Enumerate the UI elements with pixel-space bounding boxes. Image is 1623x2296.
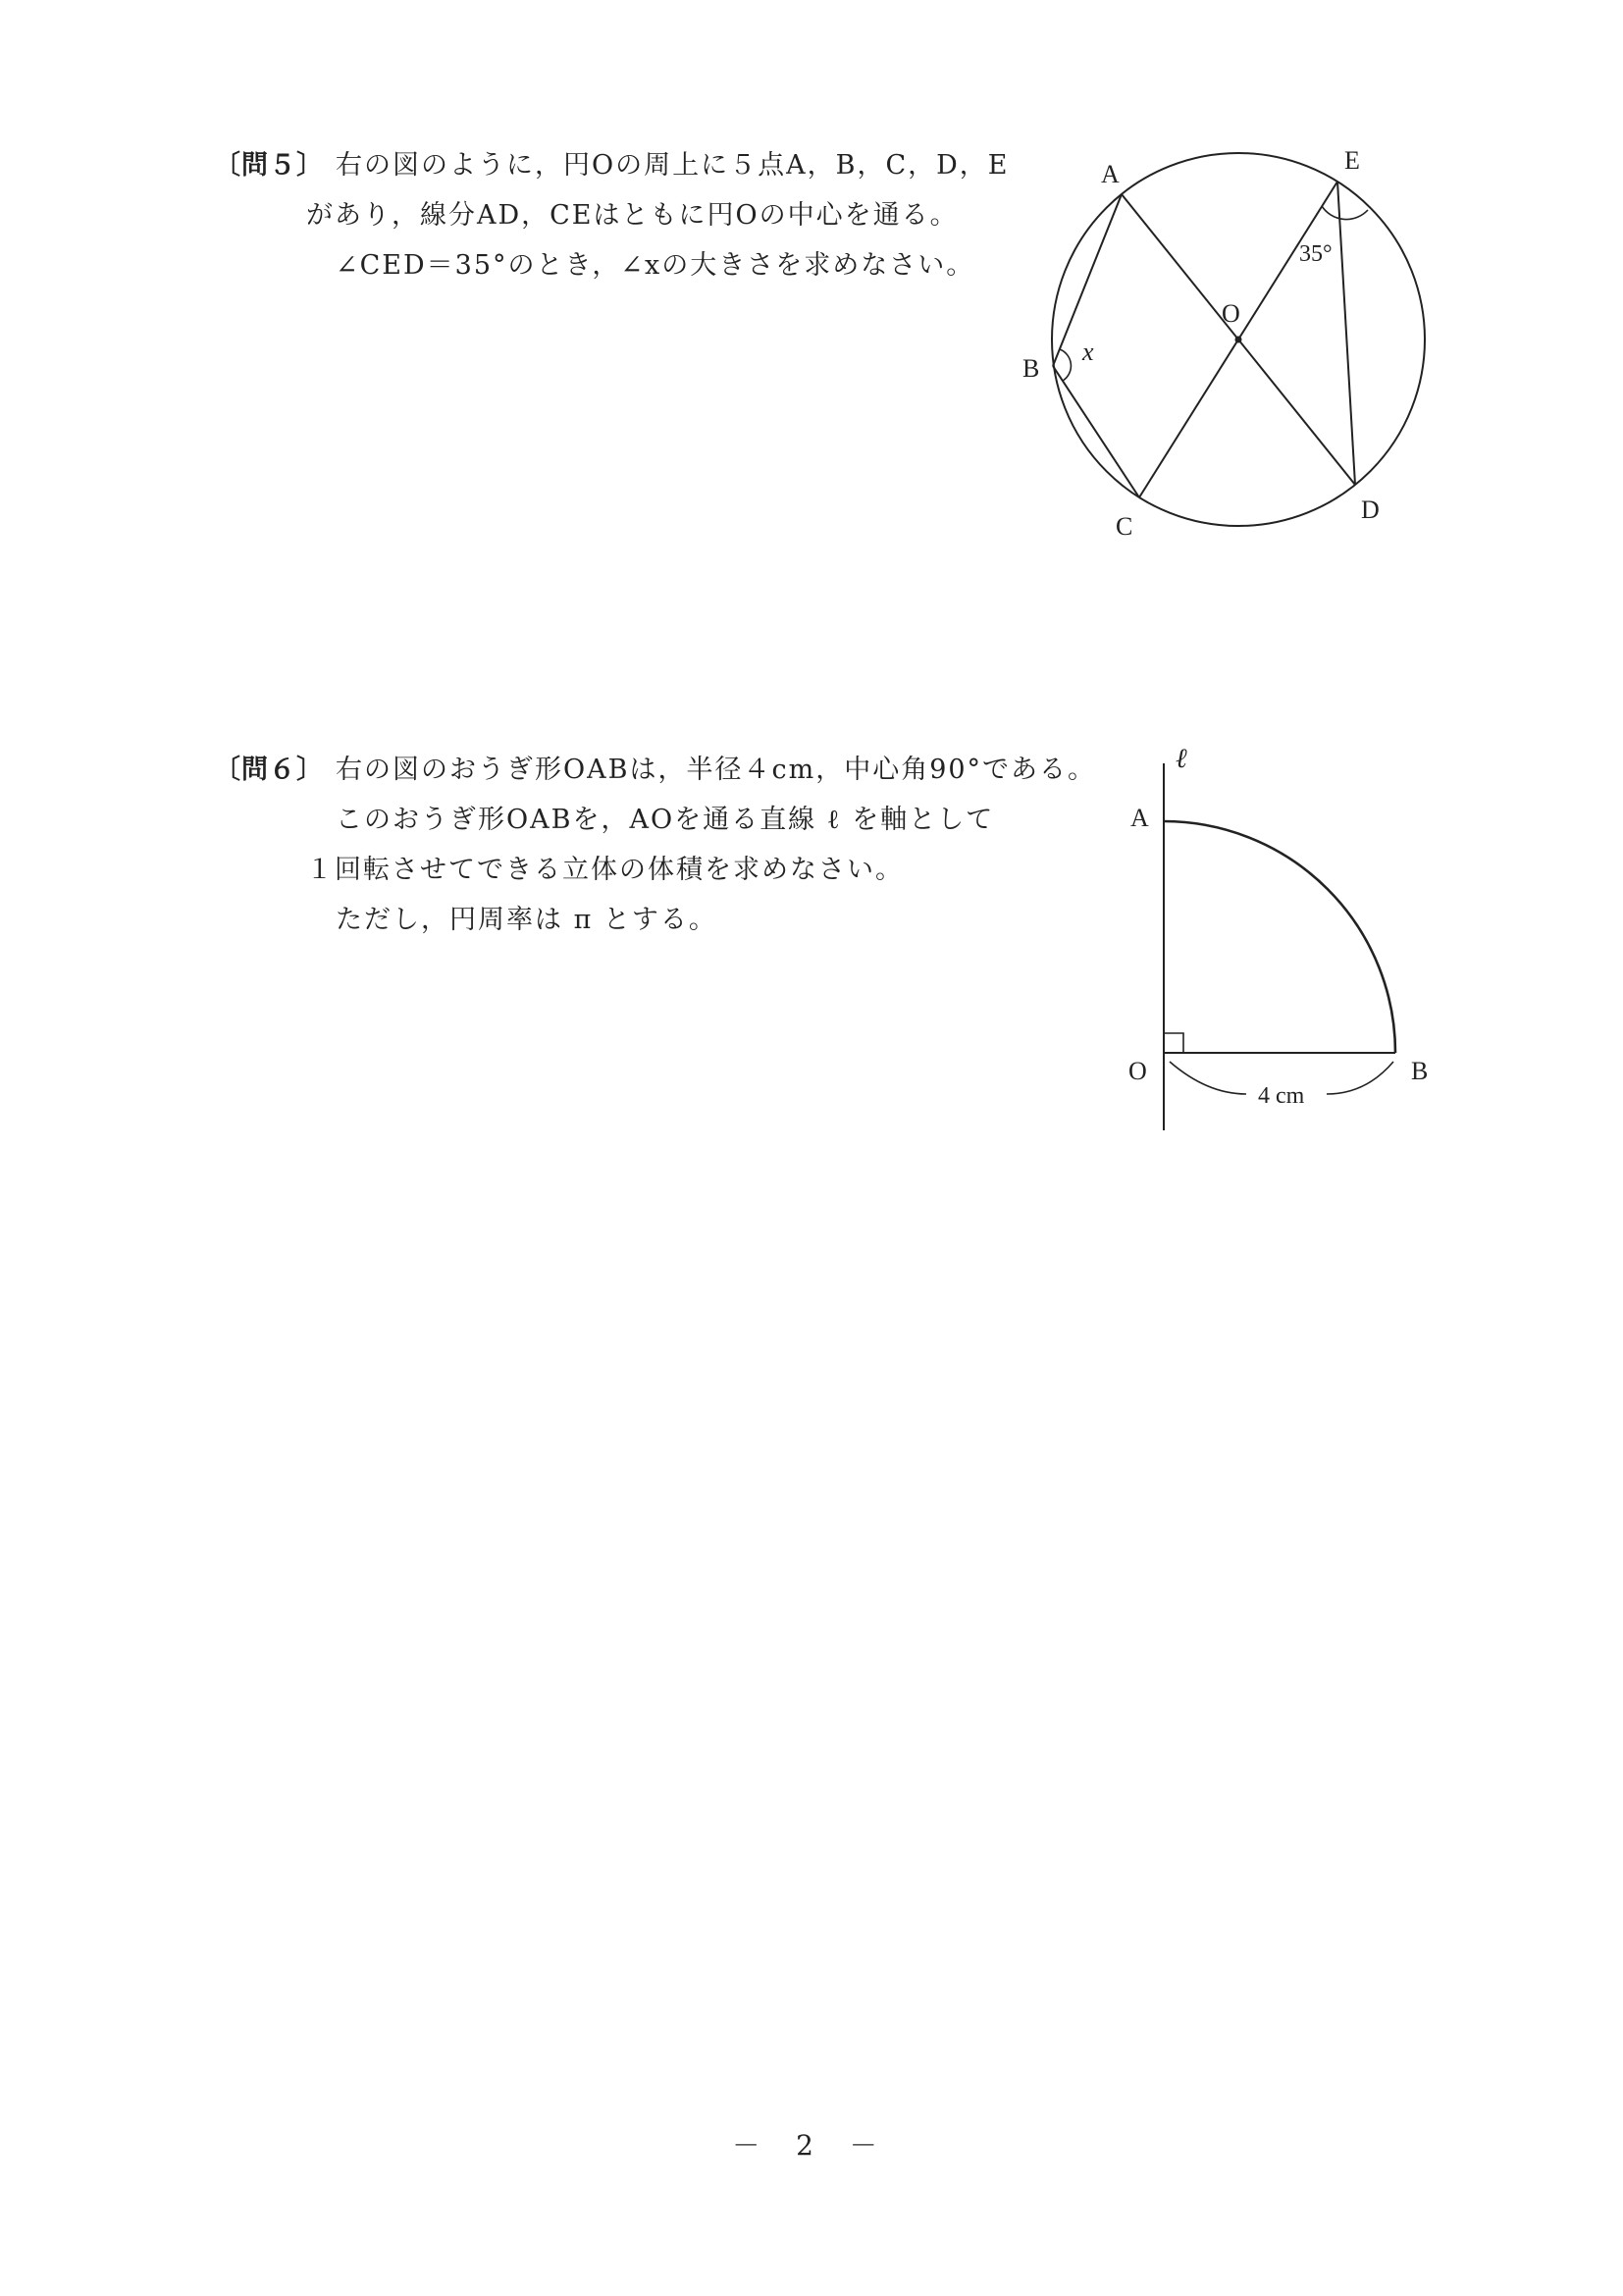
angle-x-arc	[1060, 349, 1071, 381]
problem-5-line-1: 右の図のように，円Oの周上に５点A，B，C，D，E	[336, 150, 1010, 181]
label-o: O	[1128, 1057, 1147, 1085]
label-o: O	[1222, 299, 1240, 328]
label-angle-e: 35°	[1299, 241, 1333, 267]
label-b: B	[1411, 1057, 1429, 1085]
right-angle-mark	[1164, 1033, 1183, 1053]
label-e: E	[1344, 146, 1360, 175]
label-a: A	[1101, 160, 1120, 188]
label-x: x	[1082, 338, 1094, 366]
angle-e-arc	[1322, 206, 1368, 220]
problem-5-line-3: ∠CED＝35°のとき，∠xの大きさを求めなさい。	[336, 250, 975, 281]
label-l: ℓ	[1176, 746, 1187, 774]
label-c: C	[1116, 512, 1133, 541]
center-point-o	[1235, 337, 1242, 343]
problem-6-line-1: 右の図のおうぎ形OABは，半径４cm，中心角90°である。	[336, 755, 1097, 785]
label-radius: 4 cm	[1258, 1083, 1305, 1109]
page-number: － 2 －	[732, 2129, 891, 2162]
arc-ab	[1164, 821, 1395, 1053]
segment-ed	[1337, 182, 1355, 485]
sector-figure	[1109, 746, 1462, 1138]
problem-6-line-2: このおうぎ形OABを，AOを通る直線 ℓ を軸として	[336, 805, 995, 835]
label-d: D	[1361, 496, 1380, 524]
problem-6-line-4: ただし，円周率は π とする。	[336, 905, 717, 935]
label-a: A	[1130, 804, 1149, 832]
problem-6-line-3: １回転させてできる立体の体積を求めなさい。	[306, 855, 904, 885]
label-b: B	[1022, 354, 1040, 383]
circle-figure	[1011, 118, 1462, 549]
problem-6-tag: 〔問６〕	[214, 755, 324, 785]
segment-bc	[1053, 366, 1139, 497]
problem-5-line-2: があり，線分AD，CEはともに円Oの中心を通る。	[306, 200, 959, 231]
problem-5-tag: 〔問５〕	[214, 150, 324, 181]
